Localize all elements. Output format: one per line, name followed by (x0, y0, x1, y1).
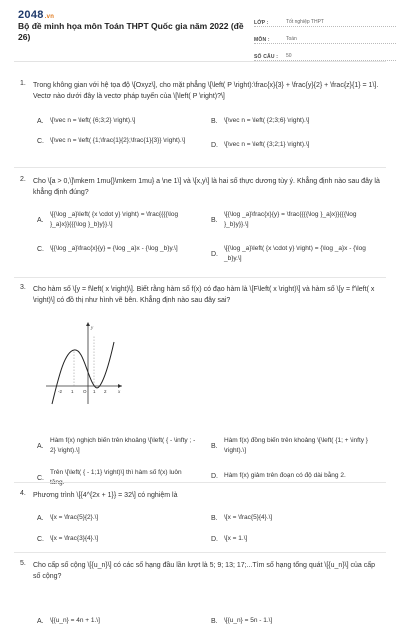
choice-b[interactable] (211, 436, 371, 456)
choice-text: \[\vec n = \left( {2;3;6} \right).\] (224, 117, 310, 124)
origin-label: O (83, 389, 87, 394)
choice-d[interactable] (211, 140, 371, 150)
choice-text: \[x = 1.\] (224, 535, 248, 542)
meta-label: SỐ CÂU : (254, 54, 279, 60)
tick-label: 2 (104, 389, 107, 394)
question-text: Phương trình \[{4^{2x + 1}} = 32\] có nghiệm là (33, 492, 178, 499)
logo-suffix: .vn (44, 14, 55, 20)
x-label: x (118, 390, 121, 395)
logo-text: 2048 (18, 9, 44, 21)
choice-letter: B. (211, 617, 218, 625)
question-number: 3. (20, 284, 26, 291)
x-axis-arrow (118, 384, 122, 388)
question-5 (0, 560, 400, 625)
choice-b[interactable] (211, 616, 371, 626)
choice-letter: C. (37, 245, 44, 253)
choice-letter: C. (37, 535, 44, 543)
question-text: Cho hàm số \[y = f\left( x \right)\]. Biết rằng hàm số f(x) có đạo hàm là \[F\left( x \right)\] và hàm số \[y = f'\left( x \right)\] có đồ thị như hình vẽ bên. Khẳng định nào sau đây sai? (33, 286, 375, 304)
choice-b[interactable] (211, 210, 371, 230)
exam-header (14, 0, 386, 62)
choice-d[interactable] (211, 244, 371, 264)
meta-value: Toán (286, 36, 297, 42)
tick-label: 1 (93, 389, 96, 394)
curve (52, 342, 114, 404)
choice-text: \[\vec n = \left( {1;\frac{1}{2};\frac{1}{3}} \right).\] (50, 137, 186, 144)
choice-c[interactable] (37, 244, 197, 254)
question-number: 5. (20, 560, 26, 567)
choice-a[interactable] (37, 210, 197, 230)
choice-letter: A. (37, 514, 44, 522)
choice-letter: B. (211, 117, 218, 125)
choice-text: \[{u_n} = 4n + 1.\] (50, 617, 100, 624)
question-1 (0, 80, 400, 149)
choice-c[interactable] (37, 468, 197, 488)
choice-letter: A. (37, 442, 44, 450)
y-axis-arrow (86, 322, 90, 326)
choice-letter: B. (211, 442, 218, 450)
derivative-graph (44, 320, 124, 406)
question-divider (14, 167, 386, 168)
choice-text: \[\vec n = \left( {6;3;2} \right).\] (50, 117, 136, 124)
choice-letter: A. (37, 216, 44, 224)
choice-text: \[x = \frac{3}{4}.\] (50, 535, 99, 542)
choice-c[interactable] (37, 136, 197, 146)
choice-text: Trên \[\left( { - 1;1} \right)\] thì hàm số f(x) luôn (50, 469, 182, 476)
y-label: y (91, 326, 94, 331)
choice-letter: A. (37, 117, 44, 125)
question-2 (0, 176, 400, 262)
question-number: 4. (20, 490, 26, 497)
meta-value: 50 (286, 53, 292, 59)
choice-text: \[{\log _a}\left( {x \cdot y} \right) = {\log _a}x - {\log _b}y.\] (224, 245, 366, 262)
choice-a[interactable] (37, 513, 197, 523)
choice-letter: A. (37, 617, 44, 625)
exam-meta (254, 13, 396, 64)
choice-letter: C. (37, 474, 44, 482)
question-number: 1. (20, 80, 26, 87)
choice-b[interactable] (211, 116, 371, 126)
choice-letter: B. (211, 514, 218, 522)
choice-a[interactable] (37, 436, 197, 456)
choice-text: Hàm f(x) giảm trên đoạn có độ dài bằng 2. (224, 472, 346, 479)
site-logo[interactable] (18, 9, 54, 21)
choice-letter: D. (211, 472, 218, 480)
meta-value: Tốt nghiệp THPT (286, 19, 324, 25)
tick-label: -2 (58, 389, 63, 394)
choice-letter: D. (211, 250, 218, 258)
choice-a[interactable] (37, 616, 197, 626)
question-number: 2. (20, 176, 26, 183)
meta-label: MÔN : (254, 37, 270, 43)
meta-subject-row (254, 30, 396, 44)
choice-text: \[{\log _a}\frac{x}{y} = {\log _a}x - {\log _b}y.\] (50, 245, 178, 252)
question-divider (14, 482, 386, 483)
choice-a[interactable] (37, 116, 197, 126)
choice-text: Hàm f(x) nghịch biến trên khoảng \[\left( { - \infty ; - 2} \right).\] (50, 437, 196, 454)
choice-letter: B. (211, 216, 218, 224)
choice-text: \[\vec n = \left( {3;2;1} \right).\] (224, 141, 310, 148)
choice-text: \[{u_n} = 5n - 1.\] (224, 617, 273, 624)
question-text: Trong không gian với hệ tọa độ \[Oxyz\], cho mặt phẳng \[\left( P \right):\frac{x}{3} + \frac{y}{2} + \frac{z}{1} = 1\]. Vectơ nào dưới đây là vectơ pháp tuyến của \[\left( P \right)?\] (33, 82, 379, 100)
choice-d[interactable] (211, 534, 371, 544)
question-divider (14, 277, 386, 278)
choice-letter: D. (211, 535, 218, 543)
question-3 (0, 284, 400, 482)
choice-b[interactable] (211, 513, 371, 523)
choice-letter: C. (37, 137, 44, 145)
question-4 (0, 490, 400, 543)
question-text: Cho cấp số cộng \[{u_n}\] có các số hạng đầu lần lượt là 5; 9; 13; 17;...Tìm số hạng tổng quát \[{u_n}\] của cấp số cộng? (33, 562, 376, 580)
choice-d[interactable] (211, 471, 371, 481)
choice-text: \[{\log _a}\frac{x}{y} = \frac{{{{\log }_a}x}}{{{\log }_b}y}}.\] (224, 211, 357, 228)
meta-count-row (254, 47, 396, 61)
tick-label: 1 (71, 389, 74, 394)
question-divider (14, 552, 386, 553)
choice-text: \[{\log _a}\left( {x \cdot y} \right) = \frac{{{{\log }_a}x}}{{{\log }_b}y}}.\] (50, 211, 179, 228)
question-text: Cho \[a > 0,\]\mkern 1mu{}\mkern 1mu} a \ne 1\] và \[x,y\] là hai số thực dương tùy ý. Khẳng định nào sau đây là khẳng định đúng? (33, 178, 380, 196)
meta-label: LỚP : (254, 20, 269, 26)
exam-title: Bộ đề minh họa môn Toán THPT Quốc gia năm 2022 (đề 26) (18, 21, 244, 42)
meta-class-row (254, 13, 396, 27)
choice-text: \[x = \frac{5}{4}.\] (224, 514, 273, 521)
choice-letter: D. (211, 141, 218, 149)
choice-text: \[x = \frac{5}{2}.\] (50, 514, 99, 521)
choice-text: Hàm f(x) đồng biến trên khoảng \[\left( {1; + \infty } \right).\] (224, 437, 368, 454)
choice-c[interactable] (37, 534, 197, 544)
